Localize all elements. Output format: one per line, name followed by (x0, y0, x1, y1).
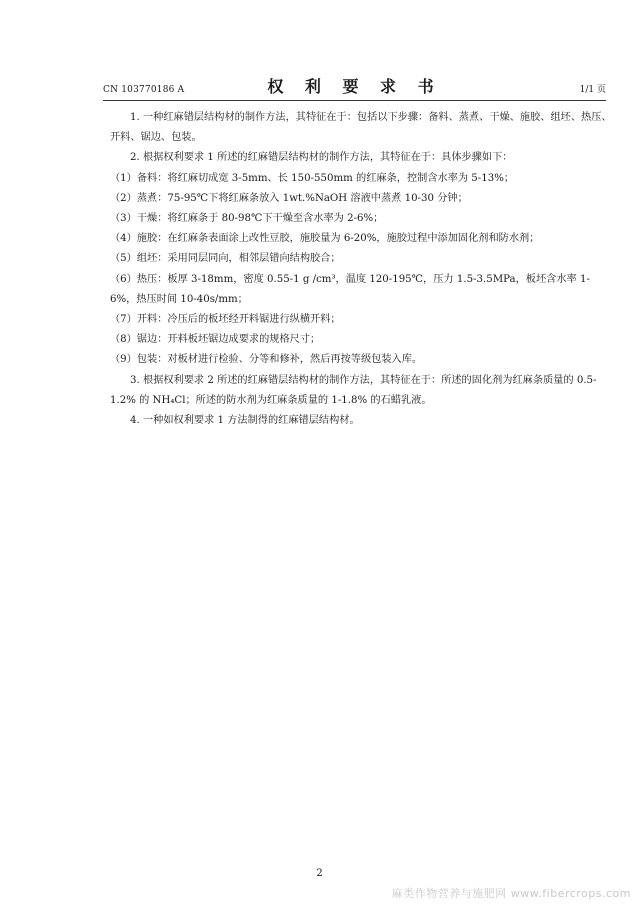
page-number: 2 (316, 868, 323, 879)
document-header (103, 74, 606, 101)
claim-2-step-8: （8）锯边：开料板坯锯边成要求的规格尺寸； (110, 334, 321, 346)
document-title: 权 利 要 求 书 (267, 77, 442, 96)
claim-2-step-2: （2）蒸煮：75-95℃下将红麻条放入 1wt.%NaOH 溶液中蒸煮 10-30 分钟； (110, 192, 468, 204)
claims-body (110, 108, 612, 431)
claim-4: 4. 一种如权利要求 1 方法制得的红麻错层结构材。 (130, 415, 360, 427)
claim-2-step-4: （4）施胶：在红麻条表面涂上改性豆胶，施胶量为 6-20%，施胶过程中添加固化剂和防水剂； (110, 233, 540, 245)
claim-2-step-5: （5）组坯：采用同层同向，相邻层错向结构胶合； (110, 253, 341, 265)
claim-2-step-1: （1）备料：将红麻切成宽 3-5mm、长 150-550mm 的红麻条，控制含水率为 5-13%； (110, 172, 515, 184)
claim-2-step-3: （3）干燥：将红麻条于 80-98℃下干燥至含水率为 2-6%； (110, 213, 384, 225)
claim-3: 3. 根据权利要求 2 所述的红麻错层结构材的制作方法，其特征在于：所述的固化剂为红麻条质量的 0.5-1.2% 的 NH₄Cl；所述的防水剂为红麻条质量的 1-1.8% 的石蜡乳液。 (110, 374, 597, 406)
publication-number: CN 103770186 A (103, 85, 185, 95)
claim-2-step-7: （7）开料：冷压后的板坯经开料锯进行纵横开料； (110, 314, 341, 326)
claim-2: 2. 根据权利要求 1 所述的红麻错层结构材的制作方法，其特征在于：具体步骤如下： (130, 152, 513, 164)
claim-2-step-9: （9）包装：对板材进行检验、分等和修补，然后再按等级包装入库。 (110, 354, 423, 366)
page-count: 1/1 页 (579, 85, 606, 95)
claim-1: 1. 一种红麻错层结构材的制作方法，其特征在于：包括以下步骤：备料、蒸煮、干燥、施胶、组坯、热压、开料、锯边、包装。 (110, 112, 612, 144)
watermark: 麻类作物营养与施肥网 www.fibercrops.com (391, 887, 631, 900)
claim-2-step-6: （6）热压：板厚 3-18mm，密度 0.55-1 g /cm³，温度 120-195℃，压力 1.5-3.5MPa，板坯含水率 1-6%，热压时间 10-40s/mm； (110, 273, 590, 305)
